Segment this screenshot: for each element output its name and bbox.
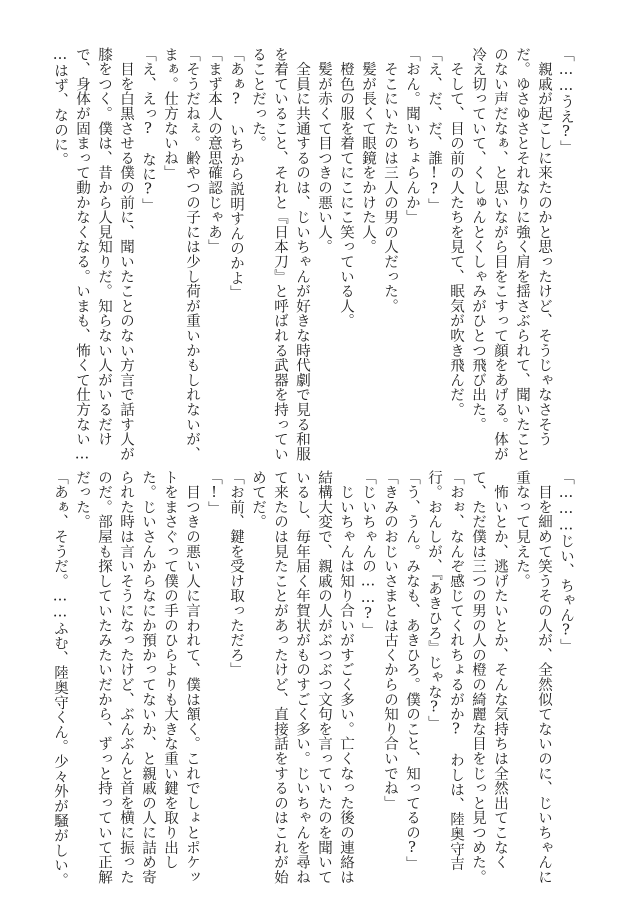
text-line: じいちゃんは知り合いがすごく多い。亡くなった後の連絡は <box>338 470 354 885</box>
text-line: トをまさぐって僕の手のひらよりも大きな重い鍵を取り出し <box>162 470 178 870</box>
text-line: 「……うえ?」 <box>558 47 574 156</box>
text-line: 「え、えっ? なに?」 <box>140 47 156 213</box>
bottom-text-block <box>52 470 577 888</box>
text-line: 「そうだねぇ。齢やつの子には少し荷が重いかもしれないが、 <box>184 47 200 462</box>
text-line: 髪が長くて眼鏡をかけた人。 <box>360 47 376 255</box>
text-line: のない声だなぁ、と思いながら目をこすって顔をあげる。体が <box>492 47 508 462</box>
text-line: て来たのは見たことがあったけど、直接話をするのはこれが始 <box>272 470 288 885</box>
top-text-block <box>52 47 577 463</box>
text-line: めてだ。 <box>250 470 266 530</box>
text-line: そこにいたのは三人の男の人だった。 <box>382 47 398 314</box>
text-line: …はず、なのに。 <box>52 47 68 167</box>
text-line: 「おぉ、なんぞ感じてくれちょるがか? わしは、陸奥守吉 <box>448 470 464 872</box>
text-line: を着ていること、それと『日本刀』と呼ばれる武器を持ってい <box>272 47 288 462</box>
text-line: 「う、うん。みなも、あきひろ。僕のこと、知ってるの?」 <box>404 470 420 872</box>
text-line: 「じいちゃんの……?」 <box>360 470 376 638</box>
text-line: 目を細めて笑うその人が、全然似てないのに、じいちゃんに <box>536 470 552 885</box>
text-line: 髪が赤くて目つきの悪い人。 <box>316 47 332 255</box>
text-line: た。じいさんからなにか預かってないか、と親戚の人に詰め寄 <box>140 470 156 885</box>
text-line: だった。 <box>74 470 90 530</box>
text-line: ることだった。 <box>250 47 266 151</box>
text-line: 「お前、鍵を受け取っただろ」 <box>228 470 244 678</box>
text-line: のだ。部屋も探していたみたいだから、ずっと持っていて正解 <box>96 470 112 885</box>
text-line: 「!」 <box>206 470 222 516</box>
text-line: 「まず本人の意思確認じゃあ」 <box>206 47 222 255</box>
text-line: 行。おんしが、『あきひろ』じゃな?」 <box>426 470 442 731</box>
text-line: で、身体が固まって動かなくなる。いまも、怖くて仕方ない… <box>74 47 90 463</box>
text-line: 冷え切っていて、くしゅんとくしゃみがひとつ飛び出た。 <box>470 47 486 432</box>
text-line: 「………じい、ちゃん?」 <box>558 470 574 654</box>
text-line: 橙色の服を着てにこにこ笑っている人。 <box>338 47 354 329</box>
text-line: 「あぁ? いちから説明すんのかよ」 <box>228 47 244 301</box>
text-line: 「あぁ、そうだ。……ふむ、陸奥守くん。少々外が騒がしい。 <box>52 470 68 888</box>
text-line: 親戚が起こしに来たのかと思ったけど、そうじゃなさそう <box>536 47 552 447</box>
text-line: 目を白黒させる僕の前に、聞いたことのない方言で話す人が <box>118 47 134 462</box>
text-line: そして、目の前の人たちを見て、眠気が吹き飛んだ。 <box>448 47 464 417</box>
text-line: 重なって見えた。 <box>514 470 530 589</box>
text-line: だ。ゆさゆさとそれなりに強く肩を揺さぶられて、聞いたこと <box>514 47 530 462</box>
text-line: て、ただ僕は三つの男の人の橙の綺麗な目をじっと見つめた。 <box>470 470 486 885</box>
text-line: 「え、だ、だ、誰!?」 <box>426 47 442 213</box>
text-line: まぁ。仕方ないね」 <box>162 47 178 181</box>
text-line: 「きみのおじいさまとは古くからの知り合いでね」 <box>382 470 398 811</box>
text-line: 「おん。聞いちょらんか」 <box>404 47 420 225</box>
text-line: 全員に共通するのは、じいちゃんが好きな時代劇で見る和服 <box>294 47 310 462</box>
text-line: 怖いとか、逃げたいとか、そんな気持ちは全然出てこなく <box>492 470 508 870</box>
text-line: 膝をつく。僕は、昔から人見知りだ。知らない人がいるだけ <box>96 47 112 447</box>
text-line: 結構大変で、親戚の人がぶつぶつ文句を言っていたのを聞いて <box>316 470 332 885</box>
text-line: いるし、毎年届く年賀状がものすごく多い。じいちゃんを尋ね <box>294 470 310 885</box>
text-line: 目つきの悪い人に言われて、僕は頷く。これでしょとポケッ <box>184 470 200 885</box>
text-line: られた時は言いそうになったけど、ぶんぶんと首を横に振った <box>118 470 134 885</box>
